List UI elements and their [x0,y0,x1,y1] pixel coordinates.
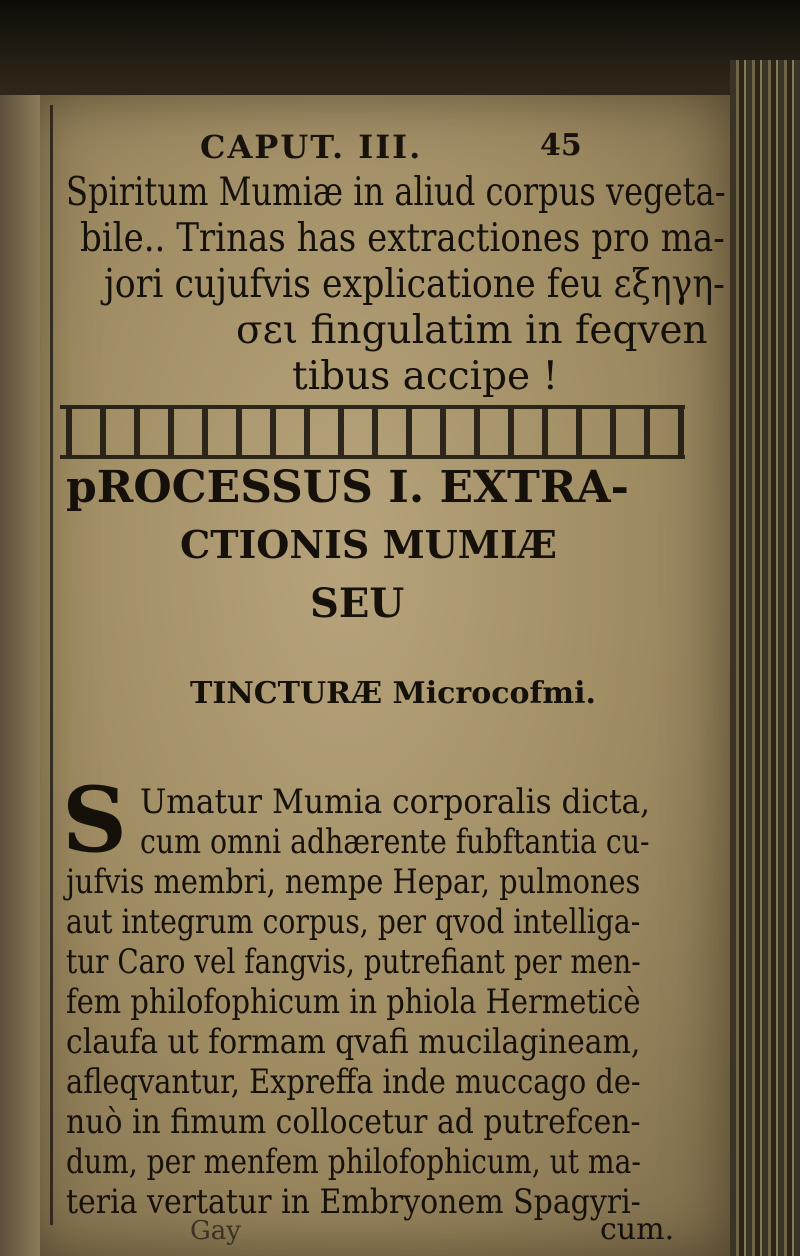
body-line: cum omni adhærente fubftantia cu- [140,822,650,862]
intro-line: Spiritum Mumiæ in aliud corpus vegeta- [66,170,726,215]
title-line-3: SEU [310,580,405,627]
bottom-fragment: Gay [190,1216,241,1246]
body-line: dum, per menfem philofophicum, ut ma- [66,1142,641,1182]
body-line: cum. [600,1212,675,1247]
facing-page-edge [0,95,40,1256]
top-shadow [0,0,800,110]
body-line: tur Caro vel fangvis, putrefiant per men- [66,942,641,982]
body-line: Umatur Mumia corporalis dicta, [140,782,651,822]
decorative-ornament-band [60,405,685,459]
body-line: nuò in fimum collocetur ad putrefcen- [66,1102,641,1142]
page-number: 45 [540,128,582,163]
intro-line: bile.. Trinas has extractiones pro ma- [80,216,725,261]
body-line: fem philofophicum in phiola Hermeticè [66,982,641,1022]
intro-line: σει fingulatim in feqven [236,308,708,353]
body-line: teria vertatur in Embryonem Spagyri- [66,1182,641,1222]
body-line: claufa ut formam qvafi mucilagineam, [66,1022,641,1062]
drop-capital: S [62,767,127,873]
body-line: jufvis membri, nempe Hepar, pulmones [66,862,641,902]
body-line: aut integrum corpus, per qvod intelliga- [66,902,641,942]
running-title: CAPUT. III. [200,128,423,166]
intro-line: tibus accipe ! [292,354,559,399]
title-line-1: pROCESSUS I. EXTRA- [66,462,629,513]
page-gutter-rule [50,105,53,1225]
body-line: afleqvantur, Expreffa inde muccago de- [66,1062,641,1102]
title-line-2: CTIONIS MUMIÆ [180,522,557,567]
page-stack-edges [730,60,800,1256]
title-line-4: TINCTURÆ Microcofmi. [190,676,596,711]
intro-line: jori cujufvis explicatione feu εξηγη- [104,262,725,307]
